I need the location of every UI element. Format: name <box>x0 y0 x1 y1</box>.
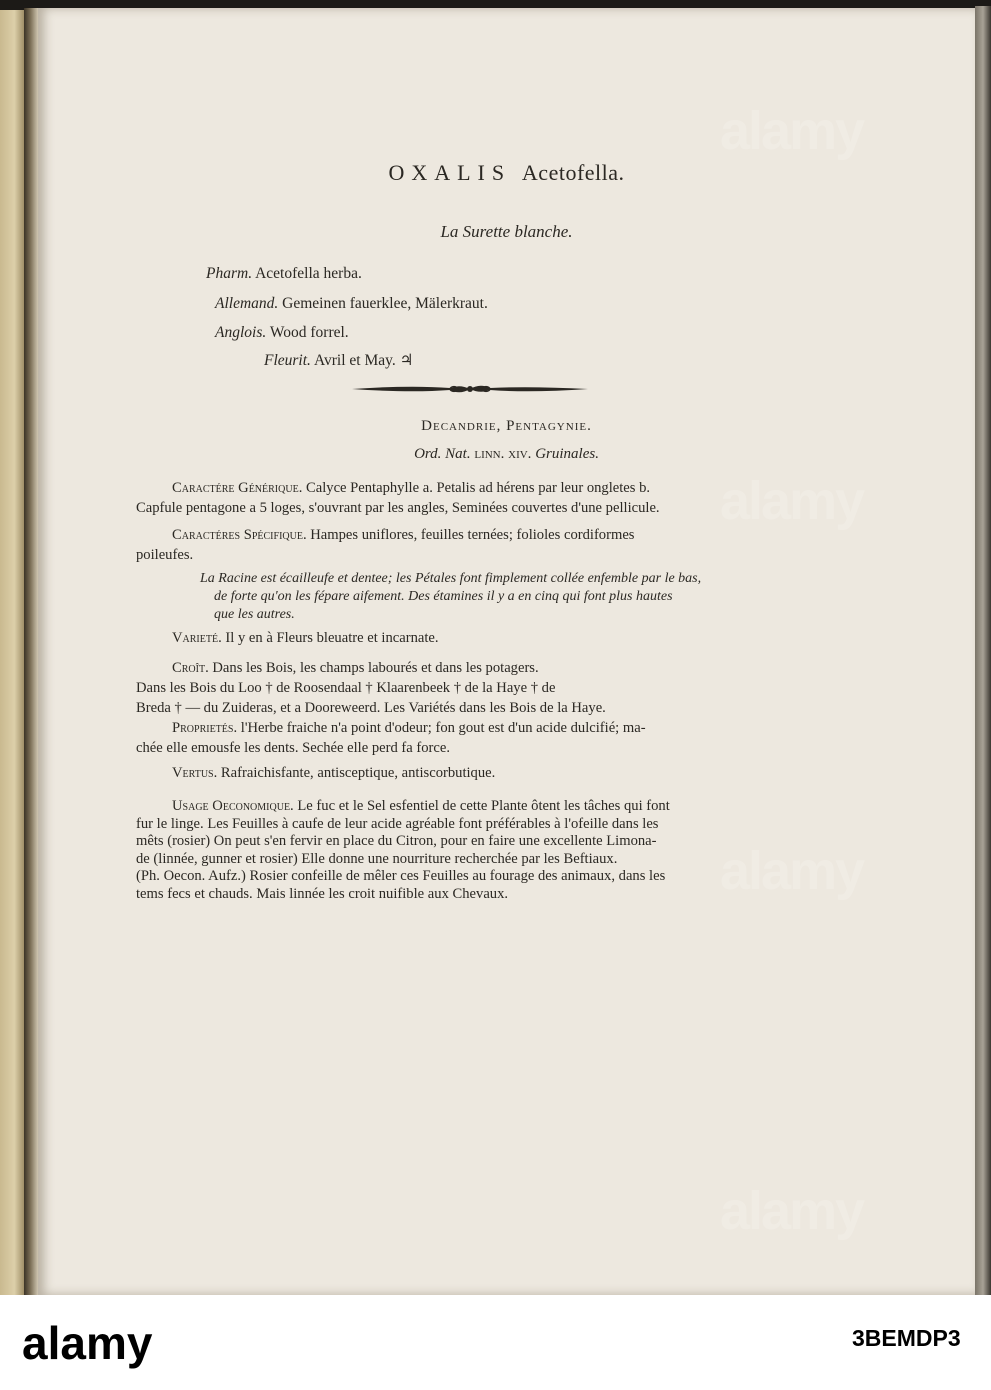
note-line-2: de forte qu'on les fépare aifement. Des étamines il y a en cinq qui font plus hautes <box>214 589 673 604</box>
order-prefix: Ord. Nat. <box>414 446 471 462</box>
note-line-3: que les autres. <box>214 607 295 622</box>
habitat-line-1: Dans les Bois, les champs labourés et dans les potagers. <box>212 660 539 676</box>
specific-line-1: Hampes uniflores, feuilles ternées; folioles cordiformes <box>310 527 635 543</box>
order-name: Gruinales. <box>535 446 599 462</box>
generic-line-2: Capfule pentagone a 5 loges, s'ouvrant par les angles, Seminées couvertes d'une pellicule. <box>136 500 660 516</box>
paragraph-usage <box>136 798 788 903</box>
paragraph-habitat <box>136 658 788 718</box>
generic-line-1: Calyce Pentaphylle a. Petalis ad hérens par leur ongletes b. <box>306 480 651 496</box>
name-lang: Anglois. <box>215 324 267 341</box>
name-line-anglois <box>215 324 349 342</box>
ornament-divider <box>350 382 590 396</box>
title-species: Acetofella. <box>521 160 625 185</box>
name-lang: Allemand. <box>215 295 279 312</box>
usage-line-6: tems fecs et chauds. Mais linnée les croit nuifible aux Chevaux. <box>136 885 509 902</box>
usage-heading: Usage Oeconomique. <box>172 798 294 814</box>
virtues-text: Rafraichisfante, antisceptique, antiscorbutique. <box>220 765 496 781</box>
order-linn: linn. xiv. <box>474 446 532 462</box>
usage-line-3: mêts (rosier) On peut s'en fervir en place du Citron, pour en faire une excellente Limona- <box>136 833 657 849</box>
usage-line-5: (Ph. Oecon. Aufz.) Rosier confeille de mêler ces Feuilles au fourage des animaux, dans les <box>136 868 666 884</box>
properties-line-1: l'Herbe fraiche n'a point d'odeur; fon gout est d'un acide dulcifié; ma- <box>240 720 646 736</box>
alamy-logo <box>22 1317 262 1369</box>
habitat-line-2: Dans les Bois du Loo † de Roosendaal † Klaarenbeek † de la Haye † de <box>136 680 556 696</box>
usage-line-4: de (linnée, gunner et rosier) Elle donne une nourriture recherchée par les Beftiaux. <box>136 850 618 867</box>
right-page-edge <box>975 6 991 1295</box>
stock-footer <box>0 1295 991 1390</box>
virtues-heading: Vertus. <box>172 765 218 781</box>
book-gutter <box>24 8 38 1295</box>
habitat-heading: Croît. <box>172 660 209 676</box>
paragraph-properties <box>136 718 788 758</box>
italic-note <box>200 570 790 624</box>
name-line-fleurit <box>264 351 414 370</box>
name-line-allemand <box>215 295 488 313</box>
variety-text: Il y en à Fleurs bleuatre et incarnate. <box>225 630 439 646</box>
svg-text:alamy: alamy <box>22 1317 153 1369</box>
properties-line-2: chée elle emousfe les dents. Sechée elle perd fa force. <box>136 740 451 756</box>
note-line-1: La Racine est écailleufe et dentee; les Pétales font fimplement collée enfemble par le bas, <box>200 571 702 586</box>
usage-line-2: fur le linge. Les Feuilles à caufe de leur acide agréable font préférables à l'ofeille dans les <box>136 815 659 832</box>
paragraph-variety <box>172 628 788 648</box>
specific-line-2: poileufes. <box>136 547 194 563</box>
name-text: Gemeinen fauerklee, Mälerkraut. <box>282 295 488 312</box>
paragraph-specific <box>136 525 788 565</box>
usage-line-1: Le fuc et le Sel esfentiel de cette Plante ôtent les tâches qui font <box>297 798 670 814</box>
specific-heading: Caractéres Spécifique. <box>172 527 307 543</box>
natural-order <box>38 446 975 463</box>
name-line-pharm <box>206 265 362 283</box>
paragraph-generic <box>136 478 788 518</box>
page-title <box>38 160 975 186</box>
left-page-edge <box>0 10 24 1295</box>
name-lang: Pharm. <box>206 265 253 282</box>
page-subtitle: La Surette blanche. <box>440 222 573 241</box>
name-text: Avril et May. ♃ <box>313 352 414 369</box>
paragraph-virtues <box>172 763 788 783</box>
title-genus: OXALIS <box>388 160 512 185</box>
image-code: 3BEMDP3 <box>852 1325 961 1351</box>
properties-heading: Proprietés. <box>172 720 238 736</box>
book-page <box>38 8 975 1295</box>
generic-heading: Caractére Générique. <box>172 480 303 496</box>
variety-heading: Varieté. <box>172 630 222 646</box>
habitat-line-3: Breda † — du Zuideras, et a Dooreweerd. Les Variétés dans les Bois de la Haye. <box>136 700 606 716</box>
classification: Decandrie, Pentagynie. <box>421 418 592 434</box>
name-text: Acetofella herba. <box>255 265 362 282</box>
name-text: Wood forrel. <box>269 324 349 341</box>
name-lang: Fleurit. <box>264 352 311 369</box>
